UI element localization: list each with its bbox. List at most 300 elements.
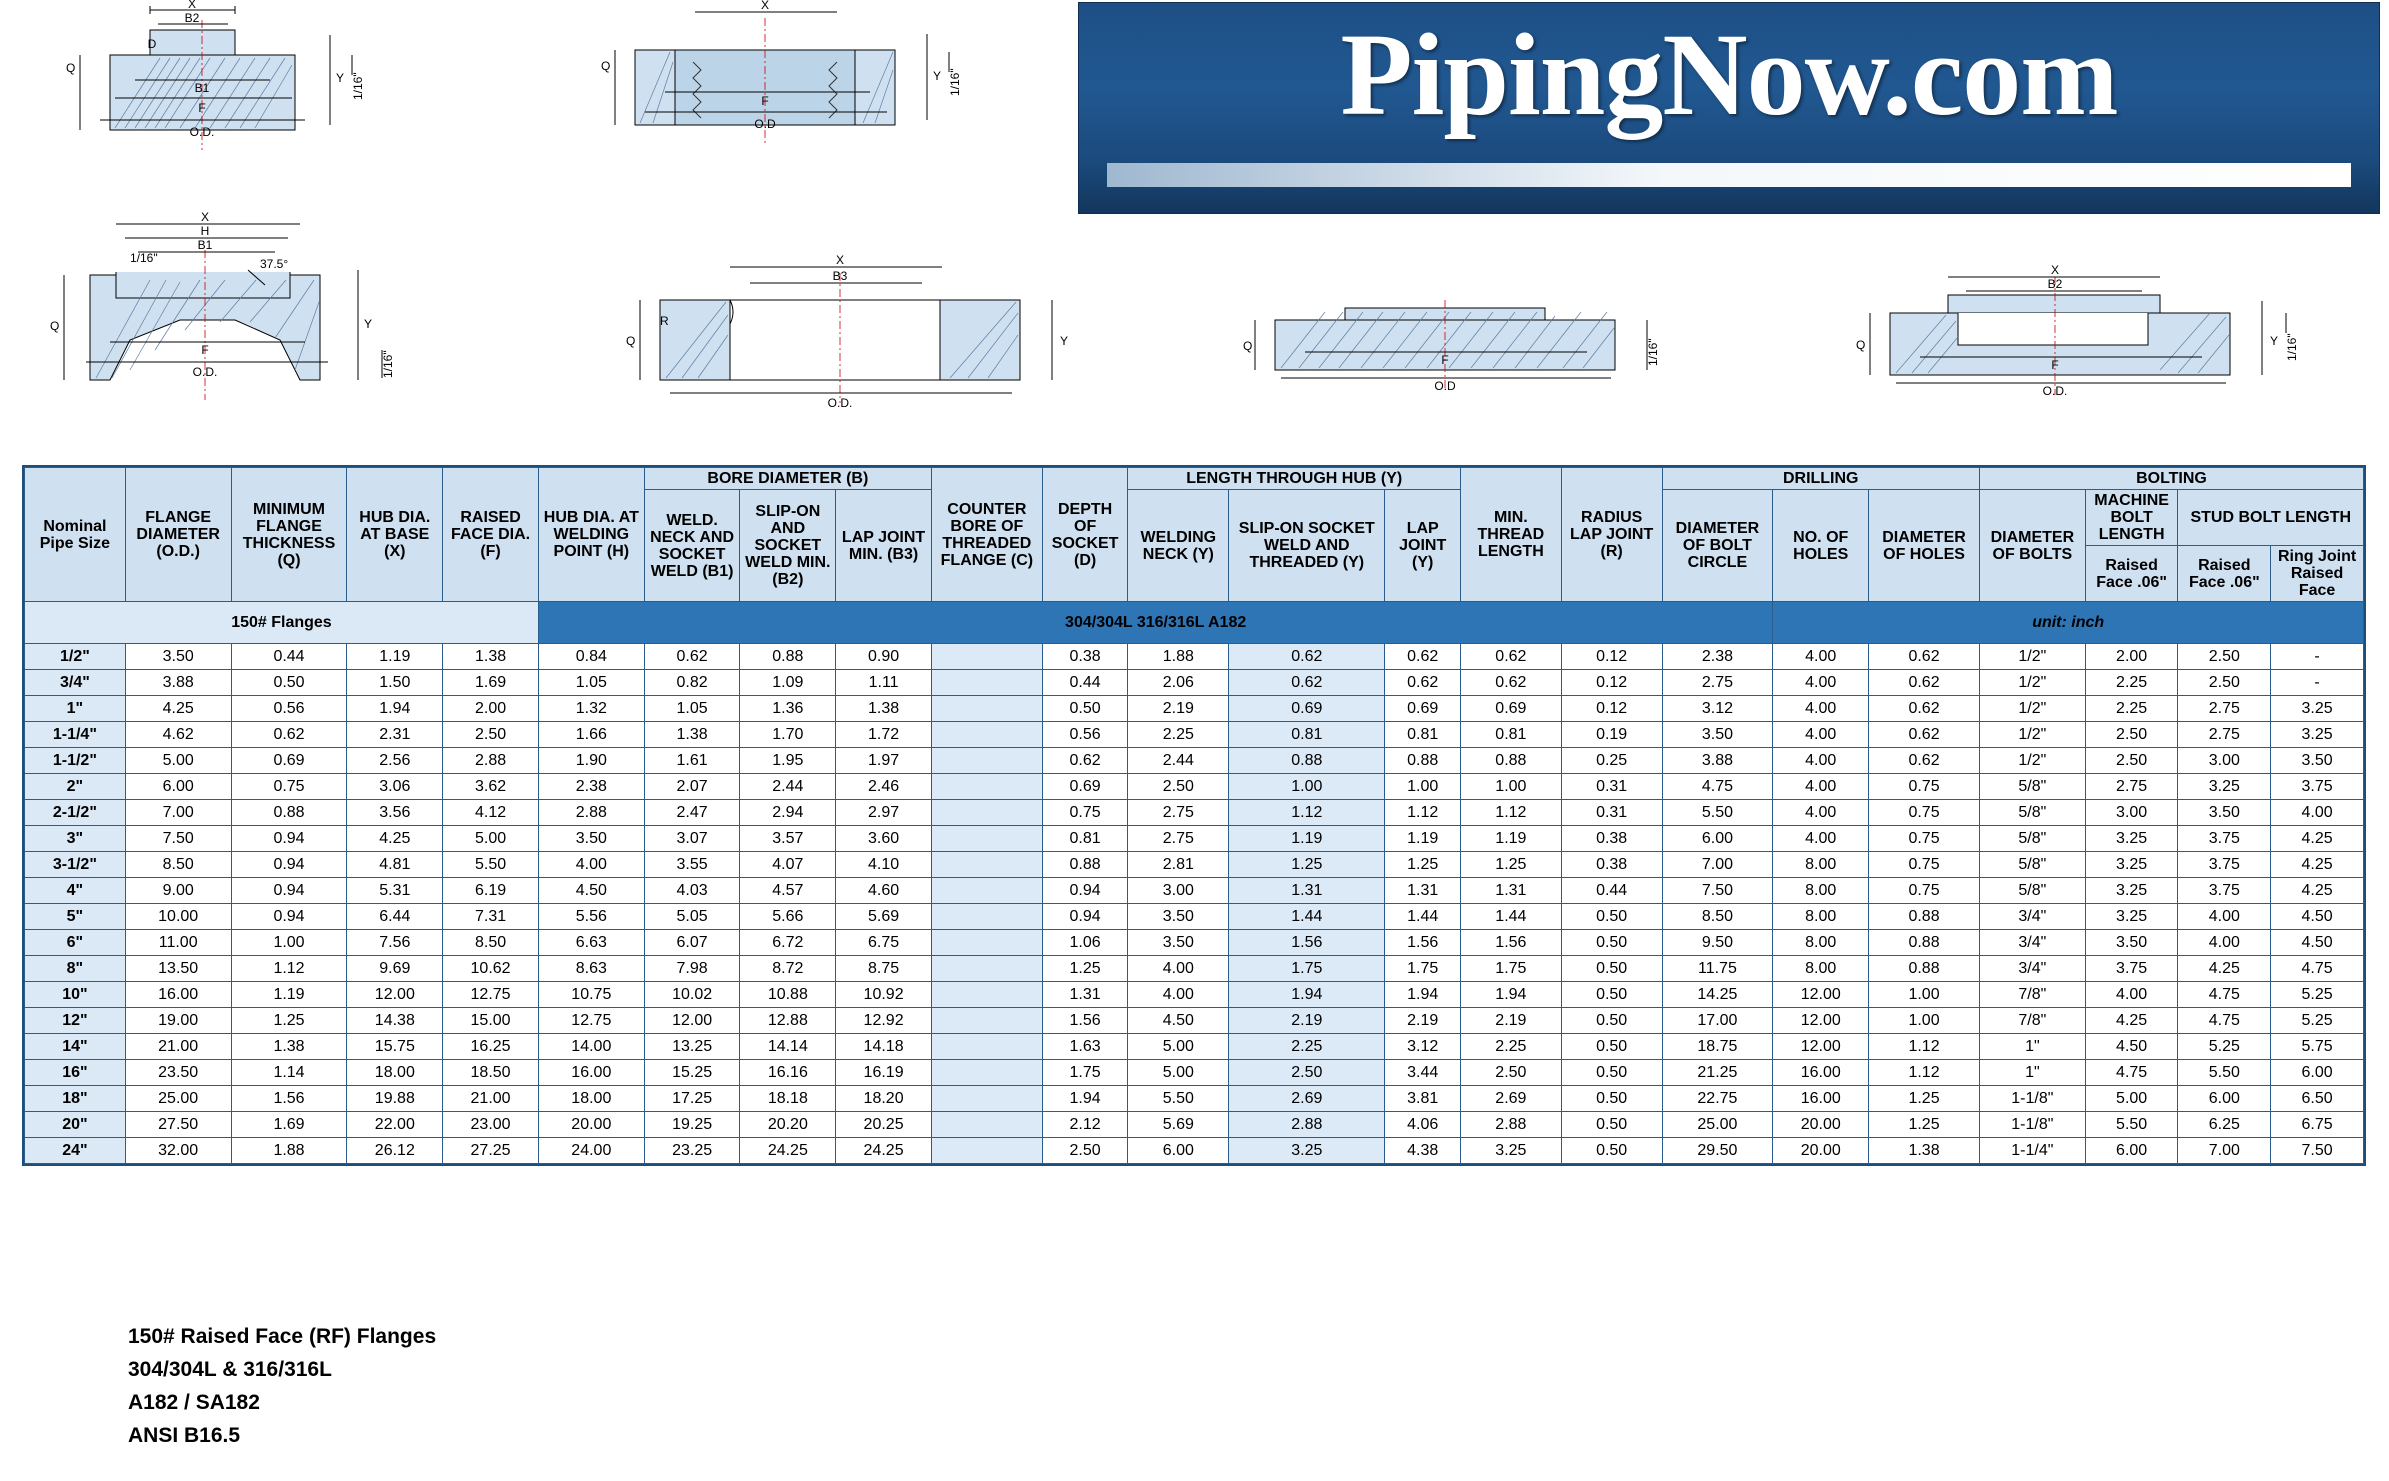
table-row	[25, 1034, 2364, 1060]
cell-x: 5.31	[347, 878, 443, 904]
cell-b2: 20.20	[740, 1112, 836, 1138]
cell-d: 1.63	[1042, 1034, 1128, 1060]
cell-nominal-pipe-size: 2-1/2"	[25, 800, 126, 826]
svg-text:Q: Q	[626, 334, 636, 348]
table-row	[25, 670, 2364, 696]
cell-thread: 3.25	[1460, 1138, 1561, 1164]
svg-text:O.D.: O.D.	[827, 396, 853, 410]
cell-mach_rf: 4.00	[2085, 982, 2178, 1008]
cell-nominal-pipe-size: 4"	[25, 878, 126, 904]
cell-nominal-pipe-size: 6"	[25, 930, 126, 956]
cell-stud_rf: 2.50	[2178, 644, 2271, 670]
cell-c	[931, 696, 1042, 722]
cell-bolt_circle: 14.25	[1662, 982, 1773, 1008]
cell-b1: 3.07	[644, 826, 740, 852]
cell-b2: 5.66	[740, 904, 836, 930]
table-row	[25, 800, 2364, 826]
cell-h: 1.66	[538, 722, 644, 748]
logo-accent-bar	[1107, 163, 2351, 187]
cell-d: 1.75	[1042, 1060, 1128, 1086]
cell-q: 0.94	[231, 904, 347, 930]
table-row	[25, 1138, 2364, 1164]
cell-hole_dia: 0.75	[1869, 852, 1980, 878]
cell-b3: 3.60	[836, 826, 932, 852]
cell-f: 2.50	[443, 722, 539, 748]
cell-bolt_circle: 25.00	[1662, 1112, 1773, 1138]
cell-stud_rj: 5.25	[2271, 1008, 2364, 1034]
cell-x: 7.56	[347, 930, 443, 956]
cell-nominal-pipe-size: 18"	[25, 1086, 126, 1112]
cell-so_y: 0.62	[1229, 644, 1385, 670]
cell-c	[931, 904, 1042, 930]
cell-b3: 1.38	[836, 696, 932, 722]
cell-lj_y: 1.44	[1385, 904, 1461, 930]
cell-r: 0.50	[1561, 1138, 1662, 1164]
cell-c	[931, 1086, 1042, 1112]
cell-wn_y: 5.00	[1128, 1034, 1229, 1060]
cell-stud_rj: 3.50	[2271, 748, 2364, 774]
cell-mach_rf: 3.25	[2085, 878, 2178, 904]
cell-so_y: 1.56	[1229, 930, 1385, 956]
cell-b3: 1.72	[836, 722, 932, 748]
cell-lj_y: 2.19	[1385, 1008, 1461, 1034]
cell-so_y: 0.88	[1229, 748, 1385, 774]
header-group-bore-diameter: BORE DIAMETER (B)	[644, 468, 931, 490]
cell-b2: 6.72	[740, 930, 836, 956]
cell-stud_rj: 3.75	[2271, 774, 2364, 800]
cell-wn_y: 2.06	[1128, 670, 1229, 696]
cell-stud_rf: 3.25	[2178, 774, 2271, 800]
cell-mach_rf: 2.25	[2085, 696, 2178, 722]
cell-f: 12.75	[443, 982, 539, 1008]
cell-d: 0.50	[1042, 696, 1128, 722]
cell-stud_rj: 6.50	[2271, 1086, 2364, 1112]
header-stud-raised-face: Raised Face .06"	[2178, 546, 2271, 602]
cell-holes: 20.00	[1773, 1112, 1869, 1138]
cell-stud_rf: 3.75	[2178, 826, 2271, 852]
cell-bolt_dia: 5/8"	[1979, 852, 2085, 878]
cell-b3: 18.20	[836, 1086, 932, 1112]
svg-text:F: F	[201, 343, 209, 357]
header-hub-dia-at-base: HUB DIA. AT BASE (X)	[347, 468, 443, 602]
cell-thread: 1.56	[1460, 930, 1561, 956]
cell-b3: 12.92	[836, 1008, 932, 1034]
svg-text:X: X	[760, 0, 770, 12]
cell-c	[931, 1034, 1042, 1060]
cell-so_y: 1.75	[1229, 956, 1385, 982]
cell-holes: 12.00	[1773, 1008, 1869, 1034]
header-minimum-flange-thickness: MINIMUM FLANGE THICKNESS (Q)	[231, 468, 347, 602]
cell-d: 0.69	[1042, 774, 1128, 800]
cell-c	[931, 956, 1042, 982]
cell-stud_rf: 4.00	[2178, 904, 2271, 930]
cell-mach_rf: 3.25	[2085, 826, 2178, 852]
cell-x: 2.31	[347, 722, 443, 748]
cell-f: 2.88	[443, 748, 539, 774]
cell-d: 1.56	[1042, 1008, 1128, 1034]
cell-f: 8.50	[443, 930, 539, 956]
table-row	[25, 644, 2364, 670]
cell-nominal-pipe-size: 1-1/2"	[25, 748, 126, 774]
cell-hole_dia: 0.62	[1869, 670, 1980, 696]
cell-b2: 8.72	[740, 956, 836, 982]
table-row	[25, 852, 2364, 878]
cell-f: 7.31	[443, 904, 539, 930]
header-b1: WELD. NECK AND SOCKET WELD (B1)	[644, 490, 740, 602]
cell-x: 6.44	[347, 904, 443, 930]
table-row	[25, 696, 2364, 722]
cell-bolt_dia: 1/2"	[1979, 748, 2085, 774]
svg-text:1/16": 1/16"	[381, 350, 395, 378]
header-b3: LAP JOINT MIN. (B3)	[836, 490, 932, 602]
cell-hole_dia: 0.88	[1869, 930, 1980, 956]
cell-holes: 16.00	[1773, 1086, 1869, 1112]
cell-so_y: 1.00	[1229, 774, 1385, 800]
cell-f: 10.62	[443, 956, 539, 982]
cell-c	[931, 982, 1042, 1008]
cell-r: 0.50	[1561, 956, 1662, 982]
cell-f: 1.69	[443, 670, 539, 696]
header-stud-ring-joint: Ring Joint Raised Face	[2271, 546, 2364, 602]
cell-od: 23.50	[125, 1060, 231, 1086]
cell-b1: 6.07	[644, 930, 740, 956]
cell-mach_rf: 5.50	[2085, 1112, 2178, 1138]
cell-thread: 1.75	[1460, 956, 1561, 982]
cell-holes: 4.00	[1773, 696, 1869, 722]
header-depth-of-socket: DEPTH OF SOCKET (D)	[1042, 468, 1128, 602]
cell-holes: 8.00	[1773, 956, 1869, 982]
svg-text:X: X	[200, 210, 210, 224]
cell-lj_y: 1.25	[1385, 852, 1461, 878]
cell-wn_y: 4.00	[1128, 982, 1229, 1008]
cell-b2: 16.16	[740, 1060, 836, 1086]
cell-bolt_dia: 3/4"	[1979, 904, 2085, 930]
cell-so_y: 2.25	[1229, 1034, 1385, 1060]
cell-bolt_dia: 1-1/4"	[1979, 1138, 2085, 1164]
cell-r: 0.50	[1561, 930, 1662, 956]
cell-c	[931, 826, 1042, 852]
cell-hole_dia: 0.75	[1869, 826, 1980, 852]
cell-c	[931, 1138, 1042, 1164]
cell-f: 6.19	[443, 878, 539, 904]
cell-bolt_circle: 21.25	[1662, 1060, 1773, 1086]
cell-x: 14.38	[347, 1008, 443, 1034]
cell-nominal-pipe-size: 1/2"	[25, 644, 126, 670]
cell-wn_y: 6.00	[1128, 1138, 1229, 1164]
cell-bolt_dia: 5/8"	[1979, 800, 2085, 826]
cell-thread: 1.19	[1460, 826, 1561, 852]
cell-b1: 7.98	[644, 956, 740, 982]
svg-text:Y: Y	[364, 317, 373, 331]
cell-od: 11.00	[125, 930, 231, 956]
cell-b1: 0.82	[644, 670, 740, 696]
cell-f: 5.50	[443, 852, 539, 878]
cell-d: 0.88	[1042, 852, 1128, 878]
cell-x: 3.06	[347, 774, 443, 800]
cell-b2: 0.88	[740, 644, 836, 670]
svg-text:1/16": 1/16"	[1646, 338, 1660, 366]
cell-b3: 24.25	[836, 1138, 932, 1164]
cell-so_y: 0.81	[1229, 722, 1385, 748]
cell-x: 1.19	[347, 644, 443, 670]
svg-text:F: F	[761, 94, 769, 108]
cell-lj_y: 4.06	[1385, 1112, 1461, 1138]
cell-x: 22.00	[347, 1112, 443, 1138]
cell-so_y: 2.88	[1229, 1112, 1385, 1138]
cell-od: 16.00	[125, 982, 231, 1008]
cell-r: 0.50	[1561, 1008, 1662, 1034]
cell-nominal-pipe-size: 24"	[25, 1138, 126, 1164]
cell-lj_y: 0.62	[1385, 670, 1461, 696]
table-body	[25, 644, 2364, 1164]
cell-h: 2.38	[538, 774, 644, 800]
svg-text:B2: B2	[2047, 277, 2063, 291]
cell-thread: 2.19	[1460, 1008, 1561, 1034]
cell-mach_rf: 4.75	[2085, 1060, 2178, 1086]
table-row	[25, 722, 2364, 748]
cell-h: 16.00	[538, 1060, 644, 1086]
cell-q: 0.62	[231, 722, 347, 748]
cell-wn_y: 2.75	[1128, 826, 1229, 852]
cell-d: 1.25	[1042, 956, 1128, 982]
cell-stud_rf: 4.00	[2178, 930, 2271, 956]
cell-od: 7.50	[125, 826, 231, 852]
header-machine-bolt-length: MACHINE BOLT LENGTH	[2085, 490, 2178, 546]
cell-thread: 1.00	[1460, 774, 1561, 800]
cell-stud_rf: 3.75	[2178, 878, 2271, 904]
cell-x: 19.88	[347, 1086, 443, 1112]
svg-text:Y: Y	[2270, 334, 2279, 348]
header-flange-diameter: FLANGE DIAMETER (O.D.)	[125, 468, 231, 602]
cell-b2: 1.70	[740, 722, 836, 748]
cell-d: 0.94	[1042, 904, 1128, 930]
cell-bolt_dia: 3/4"	[1979, 956, 2085, 982]
table-row	[25, 1008, 2364, 1034]
cell-so_y: 0.62	[1229, 670, 1385, 696]
cell-stud_rf: 5.25	[2178, 1034, 2271, 1060]
cell-bolt_dia: 3/4"	[1979, 930, 2085, 956]
cell-nominal-pipe-size: 2"	[25, 774, 126, 800]
cell-thread: 0.81	[1460, 722, 1561, 748]
header-diameter-of-holes: DIAMETER OF HOLES	[1869, 490, 1980, 602]
svg-text:X: X	[835, 255, 845, 267]
cell-wn_y: 5.00	[1128, 1060, 1229, 1086]
cell-holes: 4.00	[1773, 722, 1869, 748]
table-row	[25, 826, 2364, 852]
cell-b3: 4.60	[836, 878, 932, 904]
cell-so_y: 0.69	[1229, 696, 1385, 722]
cell-bolt_dia: 1/2"	[1979, 670, 2085, 696]
cell-wn_y: 2.81	[1128, 852, 1229, 878]
svg-text:Q: Q	[601, 59, 611, 73]
cell-bolt_circle: 8.50	[1662, 904, 1773, 930]
svg-text:Y: Y	[1060, 334, 1069, 348]
cell-c	[931, 644, 1042, 670]
cell-hole_dia: 0.88	[1869, 956, 1980, 982]
cell-b3: 4.10	[836, 852, 932, 878]
cell-q: 1.19	[231, 982, 347, 1008]
cell-bolt_dia: 7/8"	[1979, 982, 2085, 1008]
cell-b1: 12.00	[644, 1008, 740, 1034]
diagram-strip	[0, 0, 2389, 465]
header-machine-raised-face: Raised Face .06"	[2085, 546, 2178, 602]
cell-lj_y: 1.12	[1385, 800, 1461, 826]
cell-b1: 1.61	[644, 748, 740, 774]
cell-od: 4.62	[125, 722, 231, 748]
cell-b3: 20.25	[836, 1112, 932, 1138]
cell-r: 0.12	[1561, 670, 1662, 696]
cell-bolt_circle: 2.38	[1662, 644, 1773, 670]
cell-q: 0.94	[231, 852, 347, 878]
table-row	[25, 930, 2364, 956]
flange-dimension-table	[22, 465, 2366, 1166]
cell-so_y: 2.69	[1229, 1086, 1385, 1112]
cell-b1: 2.07	[644, 774, 740, 800]
cell-b3: 2.46	[836, 774, 932, 800]
cell-h: 1.32	[538, 696, 644, 722]
cell-holes: 4.00	[1773, 644, 1869, 670]
cell-q: 1.14	[231, 1060, 347, 1086]
cell-od: 3.50	[125, 644, 231, 670]
cell-r: 0.12	[1561, 696, 1662, 722]
cell-wn_y: 5.69	[1128, 1112, 1229, 1138]
cell-hole_dia: 0.75	[1869, 878, 1980, 904]
svg-text:1/16": 1/16"	[130, 251, 158, 265]
cell-d: 0.38	[1042, 644, 1128, 670]
cell-q: 0.88	[231, 800, 347, 826]
cell-b2: 3.57	[740, 826, 836, 852]
cell-nominal-pipe-size: 1"	[25, 696, 126, 722]
cell-lj_y: 3.12	[1385, 1034, 1461, 1060]
cell-h: 24.00	[538, 1138, 644, 1164]
cell-b2: 2.94	[740, 800, 836, 826]
cell-bolt_circle: 5.50	[1662, 800, 1773, 826]
cell-f: 16.25	[443, 1034, 539, 1060]
cell-holes: 4.00	[1773, 774, 1869, 800]
cell-so_y: 1.94	[1229, 982, 1385, 1008]
cell-bolt_dia: 5/8"	[1979, 826, 2085, 852]
cell-bolt_circle: 29.50	[1662, 1138, 1773, 1164]
cell-r: 0.25	[1561, 748, 1662, 774]
cell-stud_rf: 2.75	[2178, 696, 2271, 722]
svg-text:O.D.: O.D.	[2042, 384, 2068, 398]
cell-mach_rf: 2.50	[2085, 748, 2178, 774]
cell-bolt_dia: 1"	[1979, 1034, 2085, 1060]
cell-hole_dia: 1.38	[1869, 1138, 1980, 1164]
table-row	[25, 774, 2364, 800]
cell-od: 4.25	[125, 696, 231, 722]
cell-nominal-pipe-size: 14"	[25, 1034, 126, 1060]
cell-hole_dia: 1.25	[1869, 1086, 1980, 1112]
cell-so_y: 1.12	[1229, 800, 1385, 826]
cell-bolt_circle: 3.50	[1662, 722, 1773, 748]
svg-text:B2: B2	[184, 11, 200, 25]
diagram-blind-flange	[1215, 290, 1675, 450]
cell-od: 3.88	[125, 670, 231, 696]
cell-wn_y: 3.50	[1128, 930, 1229, 956]
cell-b1: 10.02	[644, 982, 740, 1008]
cell-od: 9.00	[125, 878, 231, 904]
cell-f: 5.00	[443, 826, 539, 852]
cell-bolt_circle: 9.50	[1662, 930, 1773, 956]
cell-hole_dia: 0.62	[1869, 696, 1980, 722]
cell-bolt_circle: 7.50	[1662, 878, 1773, 904]
cell-d: 2.50	[1042, 1138, 1128, 1164]
cell-b3: 1.97	[836, 748, 932, 774]
cell-q: 0.56	[231, 696, 347, 722]
cell-b2: 4.57	[740, 878, 836, 904]
cell-b3: 8.75	[836, 956, 932, 982]
cell-bolt_dia: 1/2"	[1979, 696, 2085, 722]
cell-q: 0.75	[231, 774, 347, 800]
table-row	[25, 982, 2364, 1008]
footer-notes	[128, 1320, 436, 1452]
cell-stud_rj: 4.25	[2271, 852, 2364, 878]
cell-x: 26.12	[347, 1138, 443, 1164]
cell-holes: 8.00	[1773, 904, 1869, 930]
cell-od: 13.50	[125, 956, 231, 982]
cell-mach_rf: 2.50	[2085, 722, 2178, 748]
cell-lj_y: 0.69	[1385, 696, 1461, 722]
cell-hole_dia: 0.62	[1869, 644, 1980, 670]
cell-thread: 1.44	[1460, 904, 1561, 930]
cell-nominal-pipe-size: 3"	[25, 826, 126, 852]
cell-b1: 1.05	[644, 696, 740, 722]
cell-wn_y: 1.88	[1128, 644, 1229, 670]
cell-r: 0.31	[1561, 800, 1662, 826]
cell-mach_rf: 3.00	[2085, 800, 2178, 826]
cell-so_y: 1.31	[1229, 878, 1385, 904]
cell-h: 18.00	[538, 1086, 644, 1112]
cell-b3: 14.18	[836, 1034, 932, 1060]
cell-stud_rf: 3.00	[2178, 748, 2271, 774]
cell-so_y: 2.19	[1229, 1008, 1385, 1034]
svg-text:O.D.: O.D.	[192, 365, 218, 379]
cell-stud_rf: 2.75	[2178, 722, 2271, 748]
cell-r: 0.50	[1561, 904, 1662, 930]
svg-text:1/16": 1/16"	[948, 68, 962, 96]
cell-r: 0.50	[1561, 1060, 1662, 1086]
svg-text:F: F	[198, 101, 206, 115]
cell-x: 9.69	[347, 956, 443, 982]
cell-r: 0.31	[1561, 774, 1662, 800]
svg-text:O.D: O.D	[1434, 379, 1456, 393]
cell-b3: 1.11	[836, 670, 932, 696]
cell-mach_rf: 3.25	[2085, 852, 2178, 878]
cell-lj_y: 4.38	[1385, 1138, 1461, 1164]
header-lap-joint-y: LAP JOINT (Y)	[1385, 490, 1461, 602]
cell-wn_y: 4.50	[1128, 1008, 1229, 1034]
svg-text:1/16": 1/16"	[351, 72, 365, 100]
cell-stud_rf: 4.75	[2178, 982, 2271, 1008]
cell-c	[931, 852, 1042, 878]
cell-h: 1.05	[538, 670, 644, 696]
cell-b3: 10.92	[836, 982, 932, 1008]
svg-text:1/16": 1/16"	[2285, 333, 2299, 361]
cell-hole_dia: 0.88	[1869, 904, 1980, 930]
cell-x: 18.00	[347, 1060, 443, 1086]
cell-h: 2.88	[538, 800, 644, 826]
cell-od: 10.00	[125, 904, 231, 930]
cell-nominal-pipe-size: 8"	[25, 956, 126, 982]
cell-stud_rf: 3.75	[2178, 852, 2271, 878]
cell-nominal-pipe-size: 5"	[25, 904, 126, 930]
cell-wn_y: 5.50	[1128, 1086, 1229, 1112]
cell-r: 0.38	[1561, 826, 1662, 852]
cell-b3: 16.19	[836, 1060, 932, 1086]
cell-b3: 0.90	[836, 644, 932, 670]
cell-stud_rf: 6.00	[2178, 1086, 2271, 1112]
